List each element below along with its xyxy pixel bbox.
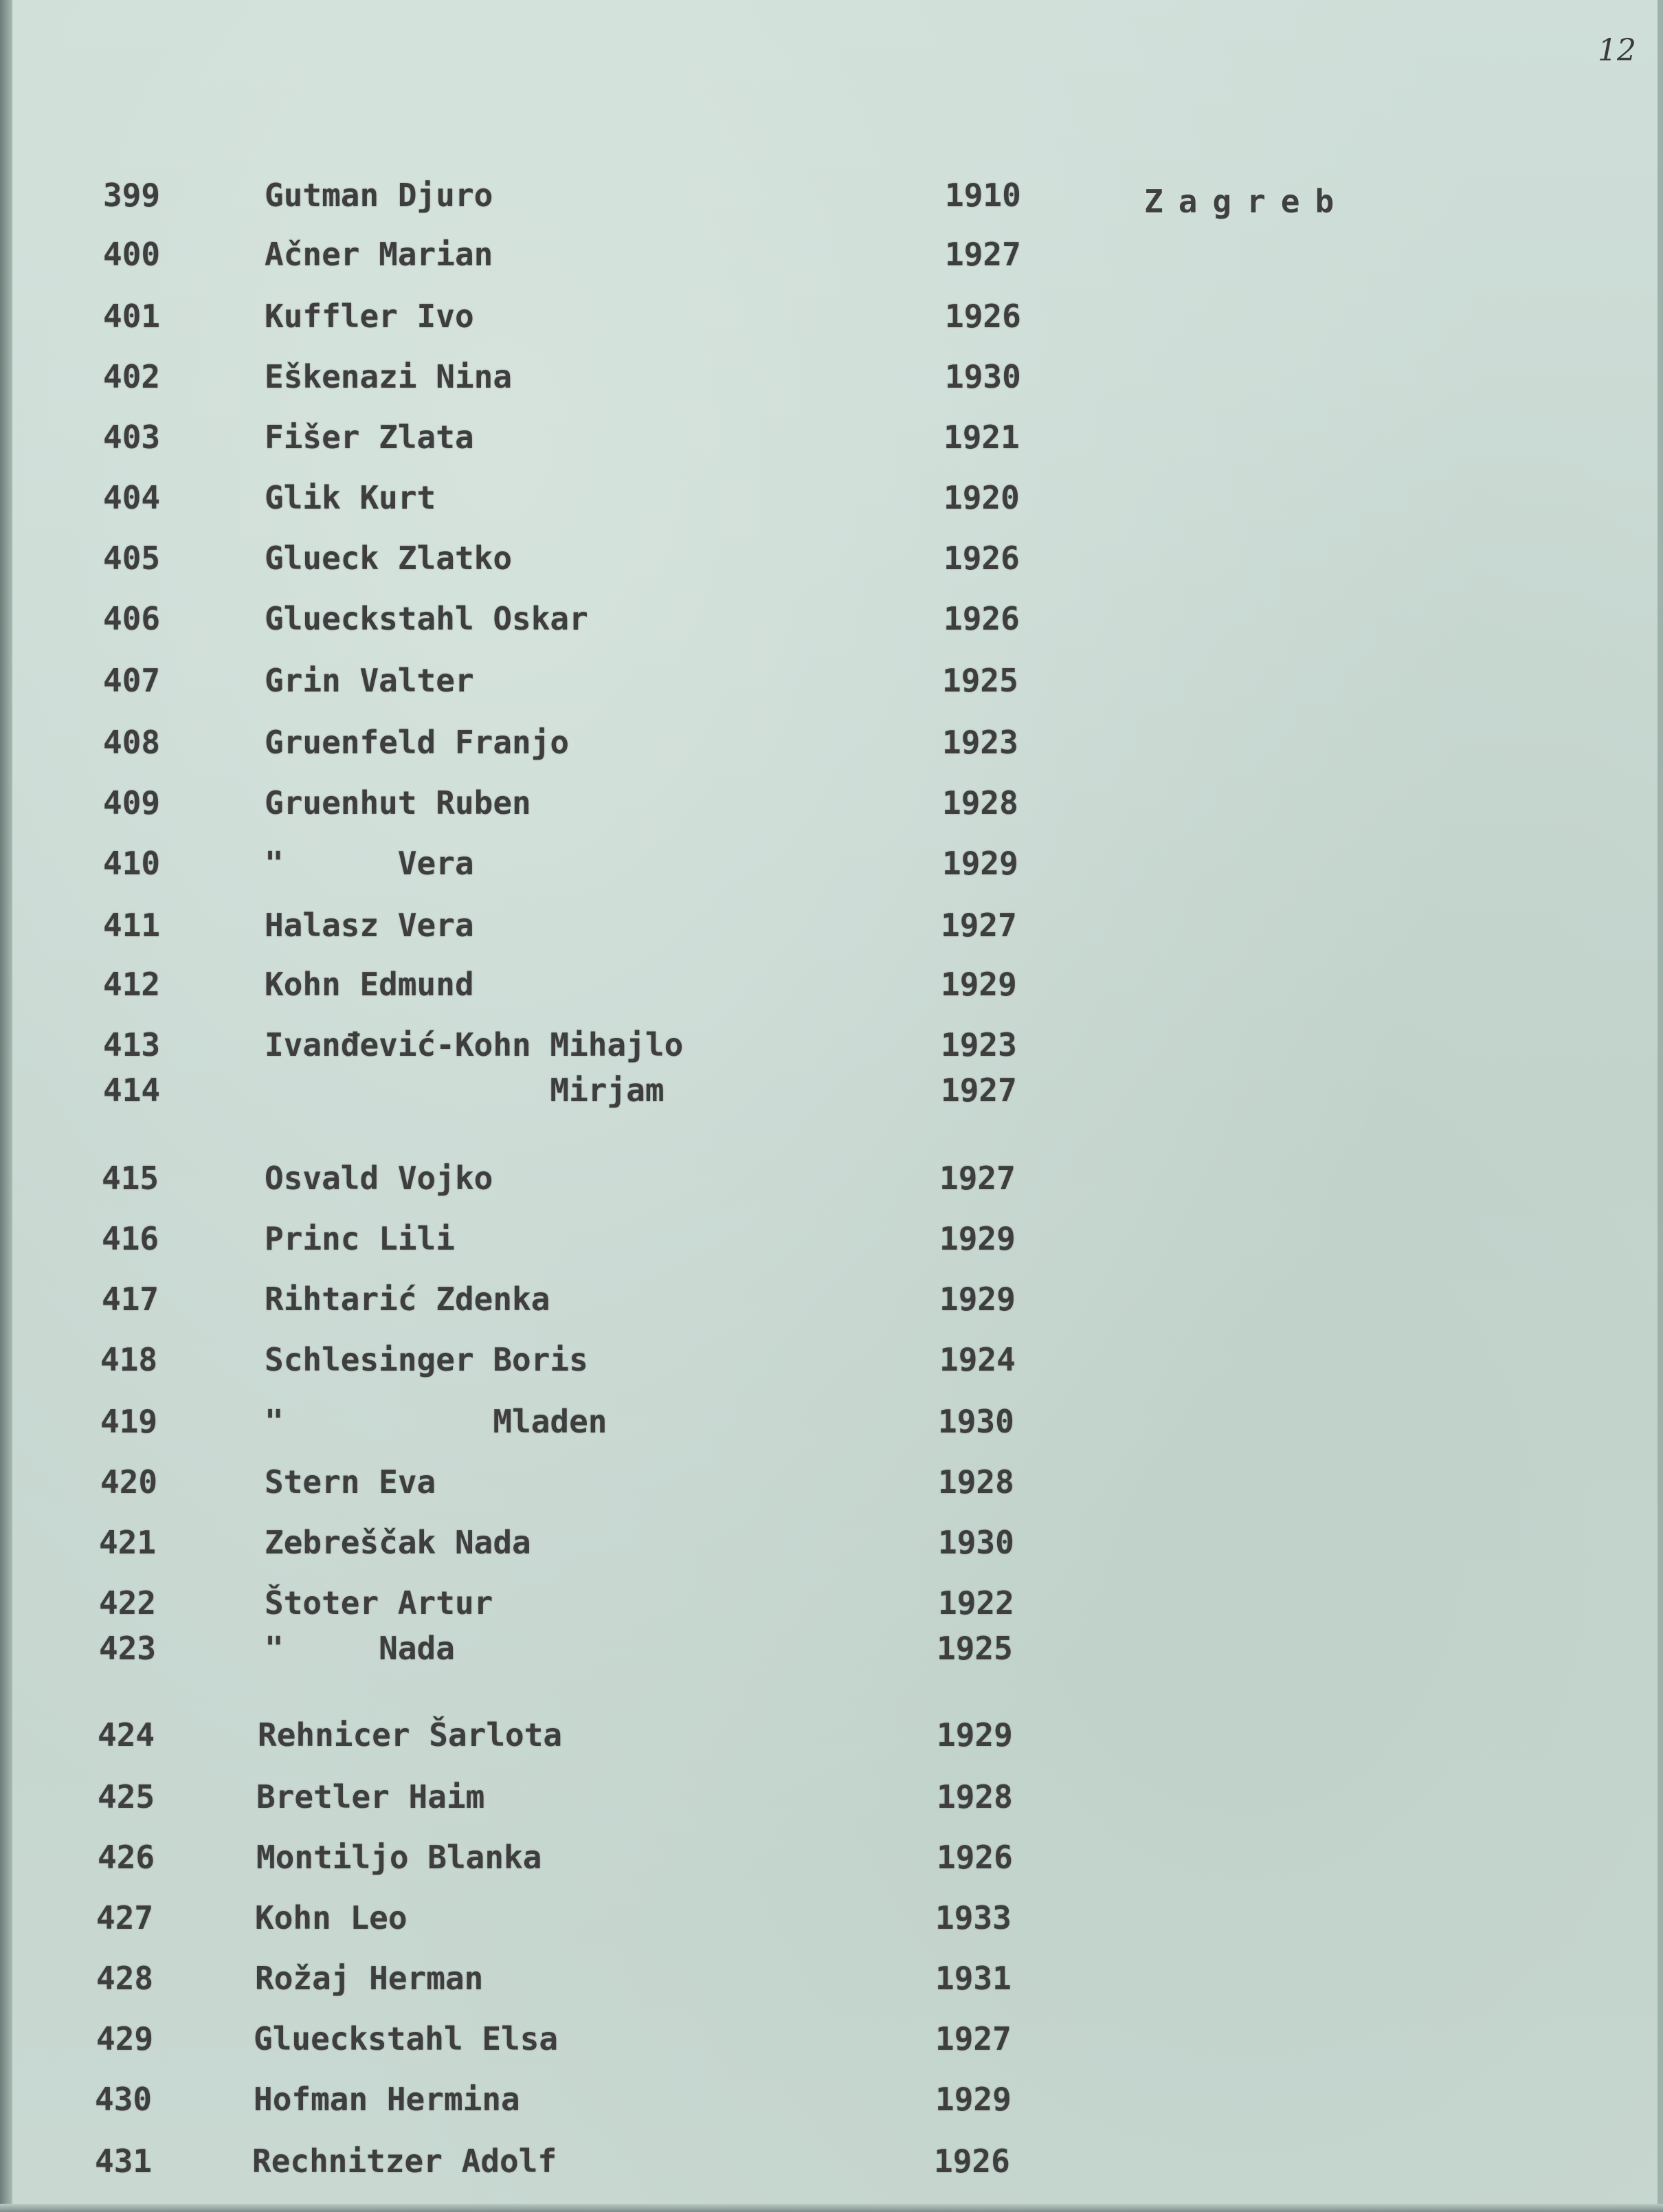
list-item <box>0 1461 1663 1503</box>
entry-year: 1929 <box>941 966 1017 1003</box>
entry-name: Mirjam <box>265 1072 665 1109</box>
entry-name: Kuffler Ivo <box>265 298 474 335</box>
entry-name: Schlesinger Boris <box>265 1341 588 1378</box>
entry-year: 1926 <box>944 540 1020 577</box>
entry-year: 1929 <box>937 1716 1013 1754</box>
entry-number: 421 <box>99 1524 157 1561</box>
list-item <box>0 782 1663 823</box>
list-item <box>0 1070 1663 1111</box>
entry-name: Osvald Vojko <box>265 1160 493 1197</box>
list-item <box>0 1158 1663 1199</box>
entry-number: 407 <box>103 662 161 699</box>
list-item <box>0 296 1663 337</box>
list-item <box>0 843 1663 884</box>
list-item <box>0 1897 1663 1938</box>
list-item <box>0 1522 1663 1563</box>
entry-number: 414 <box>103 1072 161 1109</box>
entry-name: Halasz Vera <box>265 907 474 944</box>
entry-number: 399 <box>103 177 161 214</box>
entry-name: Rihtarić Zdenka <box>265 1281 550 1318</box>
list-item <box>0 1837 1663 1878</box>
list-item <box>0 1776 1663 1817</box>
entry-name: Grin Valter <box>265 662 474 699</box>
entry-number: 401 <box>103 298 161 335</box>
list-item <box>0 417 1663 458</box>
entry-number: 431 <box>95 2143 153 2180</box>
entry-name: " Vera <box>265 845 474 882</box>
entry-year: 1923 <box>942 724 1018 761</box>
entry-number: 404 <box>103 479 161 516</box>
entry-name: " Nada <box>265 1630 455 1667</box>
list-item <box>0 905 1663 946</box>
entry-year: 1924 <box>939 1341 1016 1378</box>
entry-number: 410 <box>103 845 161 882</box>
entry-name: Stern Eva <box>265 1463 436 1501</box>
entry-year: 1933 <box>935 1899 1012 1936</box>
entry-name: Gutman Djuro <box>265 177 493 214</box>
entry-number: 416 <box>102 1220 159 1257</box>
entry-number: 429 <box>96 2020 154 2057</box>
entry-year: 1920 <box>944 479 1020 516</box>
entry-name: Glueckstahl Elsa <box>254 2020 559 2057</box>
list-item <box>0 356 1663 397</box>
entry-name: Hofman Hermina <box>254 2081 520 2118</box>
list-item <box>0 1279 1663 1320</box>
entry-year: 1927 <box>939 1160 1016 1197</box>
entry-year: 1921 <box>944 419 1020 456</box>
list-item <box>0 2018 1663 2059</box>
entry-number: 419 <box>100 1403 158 1440</box>
entry-year: 1929 <box>942 845 1018 882</box>
entry-year: 1930 <box>938 1403 1014 1440</box>
entry-year: 1928 <box>938 1463 1014 1501</box>
entry-year: 1927 <box>945 236 1021 273</box>
place-label: Zagreb <box>1144 183 1350 220</box>
list-item <box>0 598 1663 639</box>
list-item <box>0 964 1663 1005</box>
entry-year: 1929 <box>935 2081 1012 2118</box>
list-item <box>0 2079 1663 2120</box>
list-item <box>0 1958 1663 1999</box>
entry-number: 412 <box>103 966 161 1003</box>
entry-year: 1929 <box>939 1281 1016 1318</box>
entry-name: Glueckstahl Oskar <box>265 600 588 637</box>
entry-number: 420 <box>100 1463 158 1501</box>
list-item <box>0 722 1663 763</box>
entry-name: Zebreščak Nada <box>265 1524 531 1561</box>
list-item <box>0 538 1663 579</box>
list-item <box>0 1218 1663 1259</box>
entry-number: 403 <box>103 419 161 456</box>
entry-year: 1923 <box>941 1026 1017 1063</box>
entry-number: 426 <box>98 1839 155 1876</box>
entry-name: Bretler Haim <box>256 1778 485 1815</box>
entry-number: 406 <box>103 600 161 637</box>
entry-year: 1925 <box>937 1630 1013 1667</box>
entry-number: 415 <box>102 1160 159 1197</box>
entry-year: 1930 <box>938 1524 1014 1561</box>
entry-year: 1930 <box>945 358 1021 395</box>
entry-year: 1928 <box>937 1778 1013 1815</box>
entry-number: 402 <box>103 358 161 395</box>
entry-name: Gruenhut Ruben <box>265 784 531 821</box>
entry-number: 405 <box>103 540 161 577</box>
entry-number: 417 <box>102 1281 159 1318</box>
entry-name: Rožaj Herman <box>255 1960 484 1997</box>
entry-name: Štoter Artur <box>265 1584 493 1622</box>
list-item <box>0 1339 1663 1380</box>
entry-name: Rehnicer Šarlota <box>258 1716 563 1754</box>
entry-name: " Mladen <box>265 1403 607 1440</box>
entry-year: 1926 <box>937 1839 1013 1876</box>
list-item <box>0 660 1663 701</box>
entry-number: 408 <box>103 724 161 761</box>
list-item <box>0 1401 1663 1442</box>
entry-year: 1922 <box>938 1584 1014 1622</box>
entry-name: Kohn Edmund <box>265 966 474 1003</box>
entry-name: Gruenfeld Franjo <box>265 724 570 761</box>
entry-number: 427 <box>96 1899 154 1936</box>
entry-year: 1927 <box>941 1072 1017 1109</box>
entry-name: Eškenazi Nina <box>265 358 513 395</box>
entry-year: 1925 <box>942 662 1018 699</box>
entry-name: Montiljo Blanka <box>256 1839 542 1876</box>
page-number: 12 <box>1598 33 1636 68</box>
entry-year: 1910 <box>945 177 1021 214</box>
list-item <box>0 1714 1663 1756</box>
entry-year: 1926 <box>945 298 1021 335</box>
entry-number: 424 <box>98 1716 155 1754</box>
entry-number: 418 <box>100 1341 158 1378</box>
entry-name: Kohn Leo <box>255 1899 408 1936</box>
list-item <box>0 1024 1663 1065</box>
entry-year: 1929 <box>939 1220 1016 1257</box>
entry-year: 1928 <box>942 784 1018 821</box>
entry-name: Glueck Zlatko <box>265 540 513 577</box>
entry-number: 422 <box>99 1584 157 1622</box>
entry-year: 1927 <box>935 2020 1012 2057</box>
list-item <box>0 1582 1663 1624</box>
entry-number: 430 <box>95 2081 153 2118</box>
entry-number: 423 <box>99 1630 157 1667</box>
entry-number: 411 <box>103 907 161 944</box>
entry-year: 1927 <box>941 907 1017 944</box>
entry-year: 1926 <box>944 600 1020 637</box>
entry-name: Glik Kurt <box>265 479 436 516</box>
entry-number: 425 <box>98 1778 155 1815</box>
entry-name: Ačner Marian <box>265 236 493 273</box>
list-item <box>0 477 1663 518</box>
entry-number: 400 <box>103 236 161 273</box>
entry-number: 413 <box>103 1026 161 1063</box>
list-item <box>0 175 1663 216</box>
entry-year: 1931 <box>935 1960 1012 1997</box>
entry-name: Princ Lili <box>265 1220 455 1257</box>
entry-name: Ivanđević-Kohn Mihajlo <box>265 1026 684 1063</box>
entry-name: Fišer Zlata <box>265 419 474 456</box>
entry-year: 1926 <box>934 2143 1010 2180</box>
entry-number: 428 <box>96 1960 154 1997</box>
entry-name: Rechnitzer Adolf <box>252 2143 557 2180</box>
entry-number: 409 <box>103 784 161 821</box>
list-item <box>0 234 1663 275</box>
list-item <box>0 2141 1663 2182</box>
list-item <box>0 1628 1663 1669</box>
scan-edge-bottom <box>0 2204 1663 2212</box>
